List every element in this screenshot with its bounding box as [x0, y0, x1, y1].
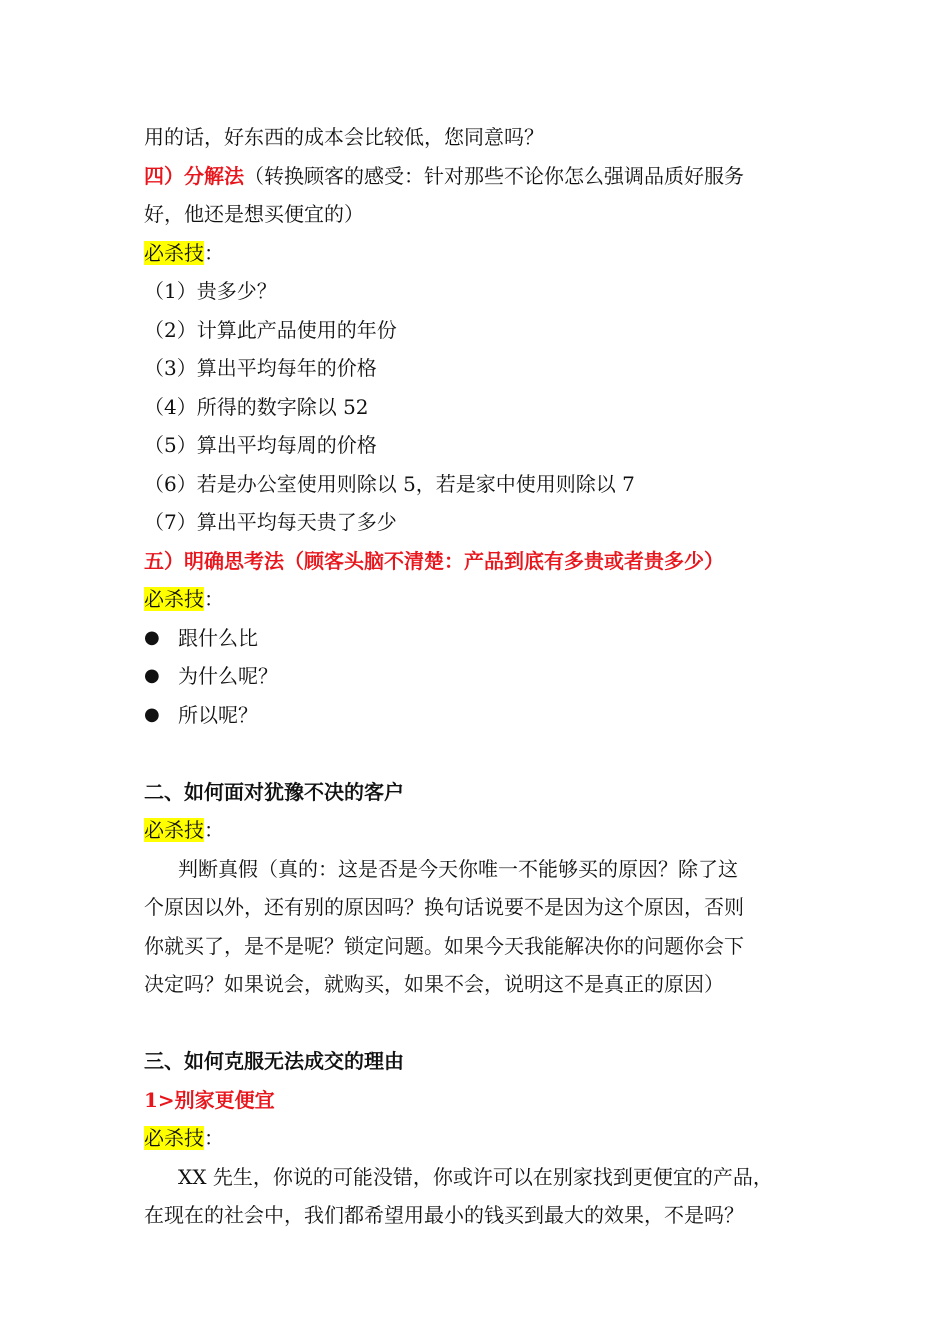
step-item: （7）算出平均每天贵了多少: [144, 510, 397, 534]
text-line: 用的话，好东西的成本会比较低，您同意吗？: [144, 125, 544, 149]
colon: ：: [204, 818, 224, 842]
step-item: （4）所得的数字除以 52: [144, 394, 369, 419]
bullet-text: 为什么呢？: [178, 664, 278, 688]
part-2-heading: 二、如何面对犹豫不决的客户: [144, 779, 404, 804]
colon: ：: [204, 1126, 224, 1150]
step-item: （5）算出平均每周的价格: [144, 433, 377, 457]
colon: ：: [204, 240, 224, 265]
bullet-item: [144, 619, 824, 658]
highlighted-label: 必杀技: [144, 240, 204, 265]
paragraph-line: 个原因以外，还有别的原因吗？换句话说要不是因为这个原因，否则: [144, 895, 744, 919]
bullet-item: [144, 657, 824, 696]
spacer: [144, 734, 824, 773]
colon: ：: [204, 587, 224, 611]
text-line: 好，他还是想买便宜的）: [144, 202, 364, 226]
bishaji-label: [144, 1119, 824, 1158]
section-4-title: 四）分解法: [144, 163, 244, 188]
bishaji-label: [144, 811, 824, 850]
section-5-heading: 五）明确思考法（顾客头脑不清楚：产品到底有多贵或者贵多少）: [144, 548, 724, 573]
paragraph-line: XX 先生，你说的可能没错，你或许可以在别家找到更便宜的产品，: [178, 1164, 773, 1189]
spacer: [144, 1004, 824, 1043]
step-item: （1）贵多少？: [144, 279, 277, 303]
paragraph-line: 决定吗？如果说会，就购买，如果不会，说明这不是真正的原因）: [144, 972, 724, 996]
part-3-heading: 三、如何克服无法成交的理由: [144, 1049, 404, 1073]
bullet-icon: ●: [144, 626, 160, 648]
section-4-desc: （转换顾客的感受：针对那些不论你怎么强调品质好服务: [244, 163, 744, 188]
step-item: （2）计算此产品使用的年份: [144, 317, 397, 342]
bullet-text: 跟什么比: [178, 625, 258, 650]
bullet-icon: ●: [144, 665, 160, 686]
bullet-icon: ●: [144, 703, 160, 725]
section-4-heading: [144, 157, 824, 196]
highlighted-label: 必杀技: [144, 587, 204, 611]
part-3-subheading: 1>别家更便宜: [144, 1087, 275, 1112]
highlighted-label: 必杀技: [144, 1126, 204, 1150]
bishaji-label: [144, 234, 824, 273]
bishaji-label: [144, 580, 824, 619]
step-item: （3）算出平均每年的价格: [144, 356, 377, 380]
paragraph-line: 判断真假（真的：这是否是今天你唯一不能够买的原因？除了这: [178, 856, 738, 881]
paragraph-line: 在现在的社会中，我们都希望用最小的钱买到最大的效果，不是吗？: [144, 1203, 744, 1227]
bullet-item: [144, 696, 824, 735]
bullet-text: 所以呢？: [178, 702, 258, 727]
step-item: （6）若是办公室使用则除以 5，若是家中使用则除以 7: [144, 471, 635, 496]
document-page: [144, 118, 824, 1235]
highlighted-label: 必杀技: [144, 818, 204, 842]
paragraph-line: 你就买了，是不是呢？锁定问题。如果今天我能解决你的问题你会下: [144, 933, 744, 958]
